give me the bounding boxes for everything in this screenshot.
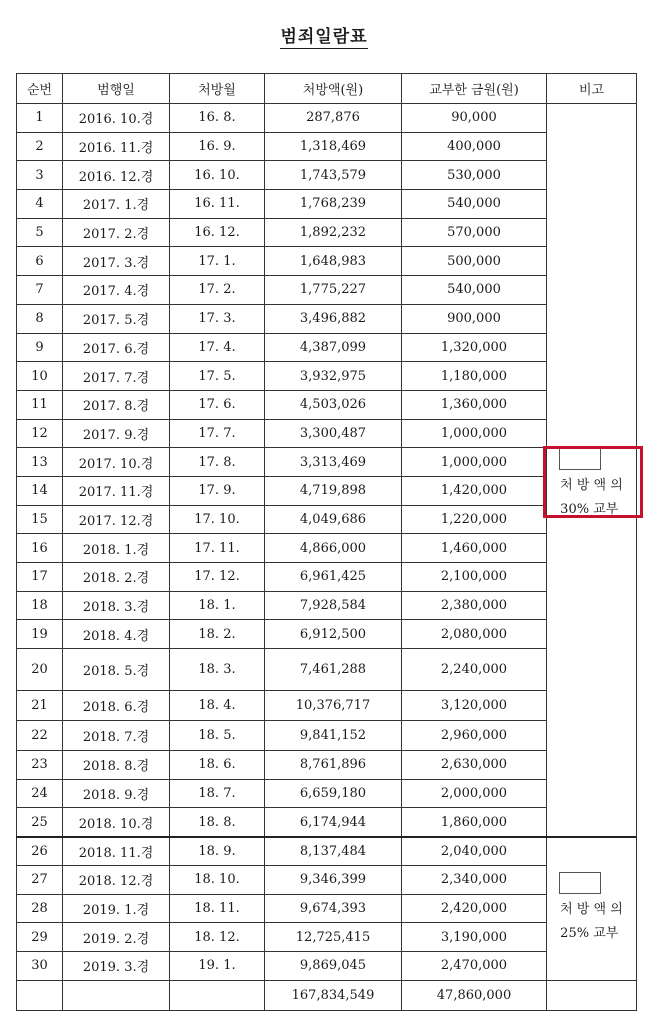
paid-amount-cell: 3,120,000 (402, 691, 547, 721)
prescription-amount-cell: 4,719,898 (265, 476, 402, 505)
table-row (17, 190, 637, 219)
paid-amount-cell: 2,630,000 (402, 751, 547, 780)
crime-date-cell: 2017. 12.경 (63, 505, 170, 534)
table-row (17, 837, 637, 866)
paid-amount-cell: 1,860,000 (402, 808, 547, 837)
header-paid-amount: 교부한 금원(원) (402, 74, 547, 104)
crime-date-cell: 2019. 3.경 (63, 951, 170, 980)
row-no-cell: 12 (17, 419, 63, 448)
crime-date-cell: 2017. 1.경 (63, 190, 170, 219)
table-row (17, 563, 637, 592)
row-no-cell: 10 (17, 362, 63, 391)
crime-date-cell: 2017. 3.경 (63, 247, 170, 276)
table-row (17, 218, 637, 247)
row-no-cell: 8 (17, 304, 63, 333)
row-no-cell: 28 (17, 894, 63, 923)
table-row (17, 276, 637, 305)
table-row (17, 247, 637, 276)
crime-date-cell: 2018. 8.경 (63, 751, 170, 780)
prescription-amount-cell: 8,761,896 (265, 751, 402, 780)
crime-date-cell: 2017. 11.경 (63, 476, 170, 505)
prescription-month-cell: 18. 4. (170, 691, 265, 721)
table-row (17, 333, 637, 362)
crime-date-cell: 2018. 3.경 (63, 591, 170, 620)
crime-date-cell: 2018. 2.경 (63, 563, 170, 592)
total-row (17, 980, 637, 1010)
prescription-amount-cell: 1,775,227 (265, 276, 402, 305)
row-no-cell: 21 (17, 691, 63, 721)
prescription-amount-cell: 4,866,000 (265, 534, 402, 563)
prescription-amount-cell: 9,346,399 (265, 865, 402, 894)
prescription-amount-cell: 4,503,026 (265, 390, 402, 419)
table-row (17, 591, 637, 620)
crime-date-cell: 2017. 9.경 (63, 419, 170, 448)
table-row (17, 751, 637, 780)
crime-date-cell: 2018. 11.경 (63, 837, 170, 866)
prescription-amount-cell: 3,313,469 (265, 448, 402, 477)
paid-amount-cell: 2,470,000 (402, 951, 547, 980)
total-paid-amount: 47,860,000 (402, 980, 547, 1010)
table-row (17, 104, 637, 133)
paid-amount-cell: 1,460,000 (402, 534, 547, 563)
header-prescription-month: 처방월 (170, 74, 265, 104)
header-row (17, 74, 637, 104)
crime-date-cell: 2017. 10.경 (63, 448, 170, 477)
total-prescription-amount: 167,834,549 (265, 980, 402, 1010)
crime-date-cell: 2017. 2.경 (63, 218, 170, 247)
prescription-month-cell: 18. 11. (170, 894, 265, 923)
prescription-month-cell: 17. 10. (170, 505, 265, 534)
paid-amount-cell: 1,180,000 (402, 362, 547, 391)
row-no-cell: 18 (17, 591, 63, 620)
crime-date-cell: 2019. 1.경 (63, 894, 170, 923)
prescription-amount-cell: 6,961,425 (265, 563, 402, 592)
prescription-amount-cell: 1,648,983 (265, 247, 402, 276)
crime-date-cell: 2017. 8.경 (63, 390, 170, 419)
prescription-amount-cell: 7,461,288 (265, 649, 402, 691)
remarks-line: 처 방 액 의 (560, 477, 623, 493)
paid-amount-cell: 2,240,000 (402, 649, 547, 691)
prescription-month-cell: 17. 12. (170, 563, 265, 592)
table-row (17, 620, 637, 649)
crime-date-cell: 2016. 11.경 (63, 132, 170, 161)
remarks-line: 25% 교부 (560, 925, 619, 941)
crime-date-cell: 2018. 7.경 (63, 721, 170, 751)
prescription-month-cell: 17. 9. (170, 476, 265, 505)
paid-amount-cell: 540,000 (402, 190, 547, 219)
crime-date-cell: 2017. 7.경 (63, 362, 170, 391)
row-no-cell: 30 (17, 951, 63, 980)
prescription-month-cell: 16. 11. (170, 190, 265, 219)
row-no-cell: 2 (17, 132, 63, 161)
prescription-month-cell: 16. 8. (170, 104, 265, 133)
table-row (17, 808, 637, 837)
crime-date-cell: 2017. 6.경 (63, 333, 170, 362)
table-row (17, 923, 637, 952)
prescription-month-cell: 18. 12. (170, 923, 265, 952)
prescription-amount-cell: 9,869,045 (265, 951, 402, 980)
header-remarks: 비고 (547, 74, 637, 104)
paid-amount-cell: 500,000 (402, 247, 547, 276)
prescription-amount-cell: 1,743,579 (265, 161, 402, 190)
row-no-cell: 6 (17, 247, 63, 276)
crime-list-table (16, 73, 637, 1011)
prescription-amount-cell: 1,318,469 (265, 132, 402, 161)
prescription-month-cell: 18. 3. (170, 649, 265, 691)
paid-amount-cell: 900,000 (402, 304, 547, 333)
paid-amount-cell: 1,360,000 (402, 390, 547, 419)
prescription-amount-cell: 4,049,686 (265, 505, 402, 534)
paid-amount-cell: 2,380,000 (402, 591, 547, 620)
remarks-line: 처 방 액 의 (560, 901, 623, 917)
remarks-note (556, 872, 627, 946)
paid-amount-cell: 3,190,000 (402, 923, 547, 952)
table-row (17, 304, 637, 333)
crime-date-cell: 2018. 10.경 (63, 808, 170, 837)
prescription-amount-cell: 3,932,975 (265, 362, 402, 391)
paid-amount-cell: 1,420,000 (402, 476, 547, 505)
prescription-amount-cell: 8,137,484 (265, 837, 402, 866)
prescription-month-cell: 18. 10. (170, 865, 265, 894)
prescription-amount-cell: 6,659,180 (265, 779, 402, 808)
prescription-month-cell: 18. 7. (170, 779, 265, 808)
prescription-month-cell: 16. 12. (170, 218, 265, 247)
row-no-cell: 7 (17, 276, 63, 305)
document-title-text: 범죄일람표 (280, 27, 368, 47)
total-empty-cell (547, 980, 637, 1010)
prescription-amount-cell: 6,174,944 (265, 808, 402, 837)
prescription-month-cell: 17. 5. (170, 362, 265, 391)
prescription-amount-cell: 4,387,099 (265, 333, 402, 362)
row-no-cell: 22 (17, 721, 63, 751)
paid-amount-cell: 90,000 (402, 104, 547, 133)
row-no-cell: 25 (17, 808, 63, 837)
remarks-line: 30% 교부 (560, 501, 619, 517)
table-row (17, 362, 637, 391)
row-no-cell: 29 (17, 923, 63, 952)
row-no-cell: 16 (17, 534, 63, 563)
paid-amount-cell: 1,220,000 (402, 505, 547, 534)
paid-amount-cell: 2,340,000 (402, 865, 547, 894)
table-row (17, 951, 637, 980)
crime-date-cell: 2018. 12.경 (63, 865, 170, 894)
row-no-cell: 15 (17, 505, 63, 534)
document-title (0, 22, 648, 47)
prescription-month-cell: 18. 8. (170, 808, 265, 837)
crime-date-cell: 2017. 4.경 (63, 276, 170, 305)
row-no-cell: 4 (17, 190, 63, 219)
row-no-cell: 1 (17, 104, 63, 133)
prescription-month-cell: 18. 6. (170, 751, 265, 780)
prescription-amount-cell: 7,928,584 (265, 591, 402, 620)
row-no-cell: 13 (17, 448, 63, 477)
table-row (17, 779, 637, 808)
prescription-amount-cell: 1,892,232 (265, 218, 402, 247)
prescription-month-cell: 17. 7. (170, 419, 265, 448)
row-no-cell: 3 (17, 161, 63, 190)
row-no-cell: 23 (17, 751, 63, 780)
header-crime-date: 범행일 (63, 74, 170, 104)
prescription-month-cell: 17. 3. (170, 304, 265, 333)
table-row (17, 390, 637, 419)
paid-amount-cell: 2,960,000 (402, 721, 547, 751)
table-row (17, 691, 637, 721)
prescription-month-cell: 17. 2. (170, 276, 265, 305)
prescription-amount-cell: 9,674,393 (265, 894, 402, 923)
prescription-amount-cell: 10,376,717 (265, 691, 402, 721)
prescription-month-cell: 18. 1. (170, 591, 265, 620)
row-no-cell: 26 (17, 837, 63, 866)
prescription-amount-cell: 3,300,487 (265, 419, 402, 448)
paid-amount-cell: 1,000,000 (402, 448, 547, 477)
total-empty-cell (170, 980, 265, 1010)
prescription-month-cell: 17. 1. (170, 247, 265, 276)
prescription-amount-cell: 6,912,500 (265, 620, 402, 649)
paid-amount-cell: 2,000,000 (402, 779, 547, 808)
remarks-cell (547, 837, 637, 980)
prescription-month-cell: 18. 5. (170, 721, 265, 751)
paid-amount-cell: 400,000 (402, 132, 547, 161)
prescription-amount-cell: 287,876 (265, 104, 402, 133)
row-no-cell: 11 (17, 390, 63, 419)
prescription-month-cell: 17. 6. (170, 390, 265, 419)
table-row (17, 132, 637, 161)
crime-date-cell: 2018. 9.경 (63, 779, 170, 808)
prescription-amount-cell: 1,768,239 (265, 190, 402, 219)
paid-amount-cell: 1,320,000 (402, 333, 547, 362)
header-prescription-amount: 처방액(원) (265, 74, 402, 104)
crime-date-cell: 2018. 4.경 (63, 620, 170, 649)
crime-date-cell: 2018. 6.경 (63, 691, 170, 721)
highlight-box (543, 446, 643, 518)
row-no-cell: 19 (17, 620, 63, 649)
table-row (17, 721, 637, 751)
table-row (17, 894, 637, 923)
total-empty-cell (17, 980, 63, 1010)
row-no-cell: 5 (17, 218, 63, 247)
crime-date-cell: 2019. 2.경 (63, 923, 170, 952)
row-no-cell: 20 (17, 649, 63, 691)
prescription-month-cell: 16. 10. (170, 161, 265, 190)
crime-date-cell: 2016. 12.경 (63, 161, 170, 190)
header-no: 순번 (17, 74, 63, 104)
row-no-cell: 9 (17, 333, 63, 362)
crime-date-cell: 2016. 10.경 (63, 104, 170, 133)
prescription-month-cell: 17. 8. (170, 448, 265, 477)
row-no-cell: 24 (17, 779, 63, 808)
crime-date-cell: 2018. 1.경 (63, 534, 170, 563)
total-empty-cell (63, 980, 170, 1010)
table-row (17, 865, 637, 894)
prescription-amount-cell: 12,725,415 (265, 923, 402, 952)
table-row (17, 161, 637, 190)
paid-amount-cell: 2,100,000 (402, 563, 547, 592)
paid-amount-cell: 2,040,000 (402, 837, 547, 866)
table-row (17, 419, 637, 448)
paid-amount-cell: 540,000 (402, 276, 547, 305)
crime-date-cell: 2017. 5.경 (63, 304, 170, 333)
prescription-month-cell: 18. 9. (170, 837, 265, 866)
paid-amount-cell: 2,080,000 (402, 620, 547, 649)
paid-amount-cell: 2,420,000 (402, 894, 547, 923)
remarks-empty-box (559, 872, 601, 894)
table-row (17, 649, 637, 691)
prescription-month-cell: 17. 4. (170, 333, 265, 362)
row-no-cell: 17 (17, 563, 63, 592)
prescription-month-cell: 16. 9. (170, 132, 265, 161)
row-no-cell: 14 (17, 476, 63, 505)
table-row (17, 534, 637, 563)
crime-date-cell: 2018. 5.경 (63, 649, 170, 691)
row-no-cell: 27 (17, 865, 63, 894)
paid-amount-cell: 570,000 (402, 218, 547, 247)
paid-amount-cell: 1,000,000 (402, 419, 547, 448)
prescription-amount-cell: 3,496,882 (265, 304, 402, 333)
paid-amount-cell: 530,000 (402, 161, 547, 190)
prescription-amount-cell: 9,841,152 (265, 721, 402, 751)
prescription-month-cell: 17. 11. (170, 534, 265, 563)
prescription-month-cell: 19. 1. (170, 951, 265, 980)
prescription-month-cell: 18. 2. (170, 620, 265, 649)
